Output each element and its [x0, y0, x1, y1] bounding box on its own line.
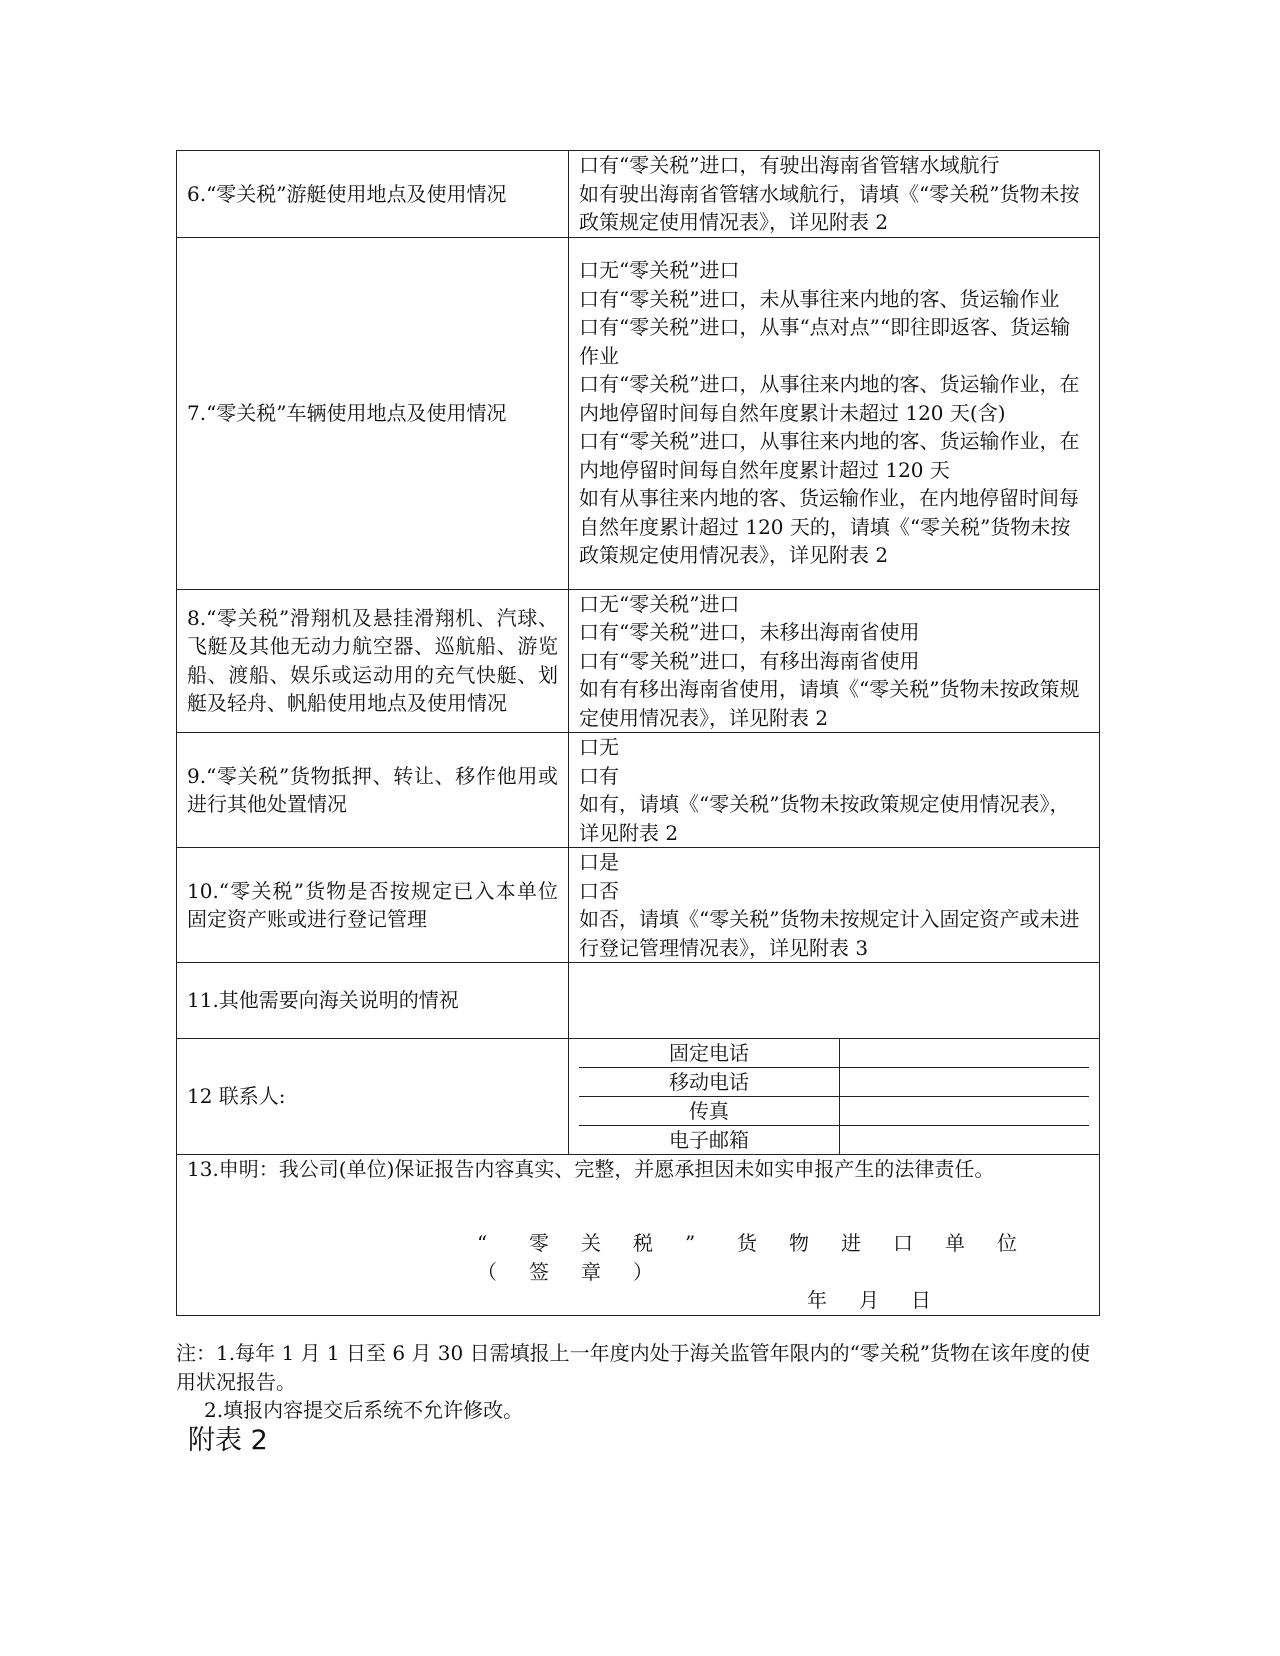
instruction-text: 如否，请填《“零关税”货物未按规定计入固定资产或未进行登记管理情况表》，详见附表 3: [579, 907, 1080, 960]
email-value: [840, 1126, 1090, 1155]
mobile-label: 移动电话: [579, 1068, 840, 1097]
row-content: [569, 733, 1100, 848]
contact-row: [177, 1039, 1100, 1155]
signature-char: 零: [529, 1231, 550, 1255]
note-1: 注：1.每年 1 月 1 日至 6 月 30 日需填报上一年度内处于海关监管年限内的“零关税”货物在该年度的使用状况报告。: [176, 1341, 1091, 1394]
fax-label: 传真: [579, 1097, 840, 1126]
date-char: 日: [911, 1288, 931, 1312]
option-text: 口是: [579, 850, 619, 874]
instruction-text: 如有从事往来内地的客、货运输作业，在内地停留时间每自然年度累计超过 120 天的，请填《“零关税”货物未按政策规定使用情况表》，详见附表 2: [579, 486, 1079, 568]
row-content: [569, 151, 1100, 238]
fax-value: [840, 1097, 1090, 1126]
row-label: 8.“零关税”滑翔机及悬挂滑翔机、汽球、飞艇及其他无动力航空器、巡航船、游览船、渡船、娱乐或运动用的充气快艇、划艇及轻舟、帆船使用地点及使用情况: [177, 589, 569, 733]
signature-line: [187, 1229, 1089, 1286]
contact-table: [579, 1039, 1089, 1154]
row-content-empty: [569, 963, 1100, 1039]
date-char: 月: [859, 1288, 879, 1312]
contact-fields: [569, 1039, 1100, 1155]
row-label: 7.“零关税”车辆使用地点及使用情况: [177, 237, 569, 589]
contact-field-row: [579, 1039, 1089, 1068]
row-content: [569, 589, 1100, 733]
signature-char: 口: [893, 1231, 914, 1255]
table-row: [177, 733, 1100, 848]
option-text: 口无“零关税”进口: [579, 258, 740, 283]
declaration-text: 13.申明：我公司(单位)保证报告内容真实、完整，并愿承担因未如实申报产生的法律责任。: [187, 1157, 995, 1181]
option-text: 口有“零关税”进口，未移出海南省使用: [579, 620, 920, 644]
appendix-title: 附表 2: [188, 1425, 268, 1456]
option-text: 口有: [579, 763, 619, 788]
signature-char: 签: [529, 1259, 550, 1284]
date-line: [187, 1286, 1089, 1315]
option-text: 口有“零关税”进口，从事往来内地的客、货运输作业，在内地停留时间每自然年度累计超过 120 天: [579, 429, 1080, 482]
signature-char: ）: [633, 1259, 654, 1284]
note-2: 2.填报内容提交后系统不允许修改。: [204, 1398, 524, 1422]
option-text: 口无“零关税”进口: [579, 591, 740, 616]
contact-label: 12 联系人:: [177, 1039, 569, 1155]
contact-field-row: [579, 1097, 1089, 1126]
option-text: 口有“零关税”进口，从事往来内地的客、货运输作业，在内地停留时间每自然年度累计未超过 120 天(含): [579, 372, 1080, 425]
row-label: 11.其他需要向海关说明的情祝: [177, 963, 569, 1039]
signature-char: 章: [581, 1259, 602, 1284]
email-label: 电子邮箱: [579, 1126, 840, 1155]
option-text: 口有“零关税”进口，从事“点对点”“即往即返客、货运输作业: [579, 315, 1071, 368]
table-row: [177, 963, 1100, 1039]
declaration-row: [177, 1155, 1100, 1316]
option-text: 口有“零关税”进口，有驶出海南省管辖水域航行: [579, 153, 1000, 177]
row-content: [569, 237, 1100, 589]
instruction-text: 如有有移出海南省使用，请填《“零关税”货物未按政策规定使用情况表》，详见附表 2: [579, 677, 1080, 730]
row-label: 6.“零关税”游艇使用地点及使用情况: [177, 151, 569, 238]
instruction-text: 如有，请填《“零关税”货物未按政策规定使用情况表》，详见附表 2: [579, 792, 1070, 845]
landline-value: [840, 1039, 1090, 1068]
contact-field-row: [579, 1068, 1089, 1097]
signature-char: 关: [581, 1231, 602, 1255]
signature-char: 货: [737, 1231, 758, 1255]
mobile-value: [840, 1068, 1090, 1097]
signature-char: 进: [841, 1231, 862, 1255]
signature-char: ”: [685, 1231, 696, 1255]
option-text: 口否: [579, 878, 619, 903]
table-row: [177, 848, 1100, 963]
signature-char: 单: [945, 1231, 966, 1255]
row-label: 10.“零关税”货物是否按规定已入本单位固定资产账或进行登记管理: [177, 848, 569, 963]
instruction-text: 如有驶出海南省管辖水域航行，请填《“零关税”货物未按政策规定使用情况表》，详见附表 2: [579, 181, 1080, 234]
option-text: 口无: [579, 735, 619, 759]
usage-report-table: [176, 150, 1100, 1316]
signature-char: 税: [633, 1231, 654, 1255]
signature-char: 物: [789, 1231, 810, 1255]
signature-char: 位: [997, 1231, 1018, 1255]
row-content: [569, 848, 1100, 963]
table-row: [177, 589, 1100, 733]
signature-char: “: [477, 1231, 488, 1255]
contact-field-row: [579, 1126, 1089, 1155]
date-char: 年: [807, 1288, 827, 1312]
option-text: 口有“零关税”进口，未从事往来内地的客、货运输作业: [579, 286, 1060, 311]
signature-char: （: [477, 1259, 498, 1284]
table-row: [177, 151, 1100, 238]
declaration-cell: [177, 1155, 1100, 1316]
option-text: 口有“零关税”进口，有移出海南省使用: [579, 648, 920, 673]
footnotes: [176, 1339, 1100, 1425]
landline-label: 固定电话: [579, 1039, 840, 1068]
table-row: [177, 237, 1100, 589]
row-label: 9.“零关税”货物抵押、转让、移作他用或进行其他处置情况: [177, 733, 569, 848]
